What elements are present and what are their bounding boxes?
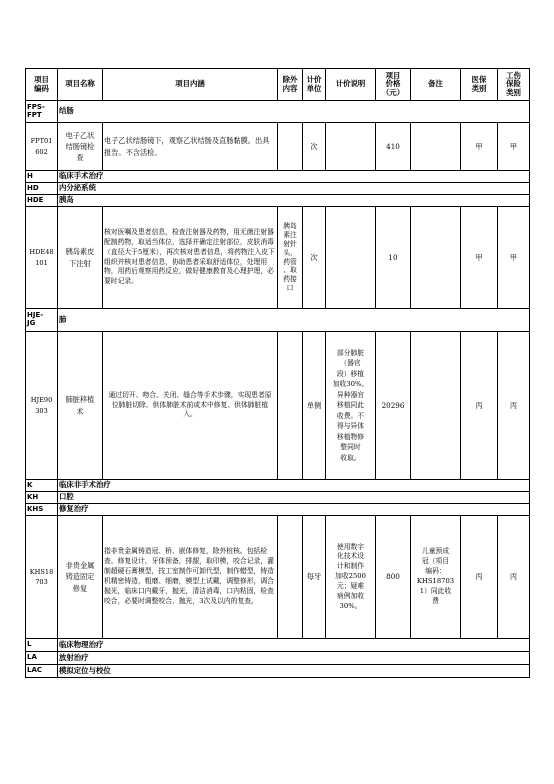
item-medical-class: 甲 (461, 123, 498, 171)
section-code: LAC (26, 665, 58, 678)
section-row (26, 665, 530, 678)
header-injury-class: 工伤 保险 类别 (498, 69, 530, 101)
table-row (26, 516, 530, 639)
header-unit: 计价 单位 (303, 69, 326, 101)
item-code: HJE90 303 (26, 332, 58, 480)
section-row (26, 639, 530, 652)
item-name: 胰岛素皮 下注射 (58, 207, 103, 309)
section-name: 修复治疗 (58, 504, 530, 516)
header-excluded: 除外 内容 (278, 69, 303, 101)
section-name: 模拟定位与校位 (58, 665, 530, 678)
section-name: 口腔 (58, 492, 530, 504)
section-code: H (26, 171, 58, 183)
section-name: 放射治疗 (58, 652, 530, 665)
item-medical-class: 丙 (461, 516, 498, 639)
section-row (26, 183, 530, 195)
item-pricing-note (326, 123, 376, 171)
section-name: 临床手术治疗 (58, 171, 530, 183)
header-name: 项目名称 (58, 69, 103, 101)
item-price: 20296 (376, 332, 411, 480)
item-price: 410 (376, 123, 411, 171)
section-name: 临床物理治疗 (58, 639, 530, 652)
item-remark (411, 332, 461, 480)
item-excluded (278, 516, 303, 639)
item-unit: 单侧 (303, 332, 326, 480)
header-content: 项目内涵 (103, 69, 278, 101)
header-code: 项目 编码 (26, 69, 58, 101)
section-row (26, 101, 530, 123)
item-medical-class: 丙 (461, 332, 498, 480)
section-code: L (26, 639, 58, 652)
item-pricing-note: 部分肺脏 （器官 段）移植 加收30%。 异种器官 移植同此 收费。不 得与异体 移植物修 整同时 收取。 (326, 332, 376, 480)
section-code: HD (26, 183, 58, 195)
item-unit: 每牙 (303, 516, 326, 639)
item-price: 10 (376, 207, 411, 309)
section-name: 结肠 (58, 101, 530, 123)
item-unit: 次 (303, 207, 326, 309)
item-excluded: 胰岛 素注 射针 头、 药管 、取 药接 口 (278, 207, 303, 309)
item-injury-class: 甲 (498, 123, 530, 171)
item-excluded (278, 123, 303, 171)
item-content: 电子乙状结肠镜下，观察乙状结肠及直肠黏膜。出具报告。不含活检。 (103, 123, 278, 171)
section-code: LA (26, 652, 58, 665)
item-pricing-note: 使用数字 化技术设 计和制作 加收2500 元；疑难 病例加收 30%。 (326, 516, 376, 639)
table-row (26, 332, 530, 480)
section-name: 肺 (58, 309, 530, 332)
section-code: FPS- FPT (26, 101, 58, 123)
item-injury-class: 甲 (498, 207, 530, 309)
table-header-row (26, 69, 530, 101)
section-row (26, 480, 530, 492)
item-content: 核对医嘱及患者信息，检查注射器及药物，用无菌注射器配制药物，取适当体位，选择并确定注射部位，皮肤消毒（直径大于5厘米），再次核对患者信息，将药物注入皮下组织并核对患者信息，协助患者采取舒适体位，处理用物，用药后观察用药反应，做好健康教育及心理护理，必要时记录。 (103, 207, 278, 309)
table-row (26, 207, 530, 309)
item-unit: 次 (303, 123, 326, 171)
fee-schedule-table (25, 68, 530, 678)
section-row (26, 171, 530, 183)
item-remark (411, 123, 461, 171)
table-row (26, 123, 530, 171)
section-name: 临床非手术治疗 (58, 480, 530, 492)
item-pricing-note (326, 207, 376, 309)
item-name: 电子乙状 结肠镜检 查 (58, 123, 103, 171)
header-remark: 备注 (411, 69, 461, 101)
section-row (26, 504, 530, 516)
item-code: FPT01 602 (26, 123, 58, 171)
item-name: 非贵金属 铸造固定 修复 (58, 516, 103, 639)
section-row (26, 195, 530, 207)
section-code: K (26, 480, 58, 492)
item-price: 800 (376, 516, 411, 639)
section-code: KH (26, 492, 58, 504)
item-code: KHS18 703 (26, 516, 58, 639)
item-excluded (278, 332, 303, 480)
section-name: 胰岛 (58, 195, 530, 207)
item-code: HDE48 101 (26, 207, 58, 309)
section-name: 内分泌系统 (58, 183, 530, 195)
section-row (26, 309, 530, 332)
section-code: HDE (26, 195, 58, 207)
section-row (26, 652, 530, 665)
header-price: 项目 价格 （元） (376, 69, 411, 101)
section-row (26, 492, 530, 504)
header-pricing-note: 计价说明 (326, 69, 376, 101)
item-name: 肺脏移植 术 (58, 332, 103, 480)
section-code: HJE- JG (26, 309, 58, 332)
item-medical-class: 甲 (461, 207, 498, 309)
item-content: 通过切开、吻合、关闭、缝合等手术步骤，实现患者原位肺脏切除、供体肺脏术前或术中修复、供体肺脏植入。 (103, 332, 278, 480)
header-medical-class: 医保 类别 (461, 69, 498, 101)
item-injury-class: 丙 (498, 516, 530, 639)
item-remark (411, 207, 461, 309)
item-remark: 儿童预成 冠（项目 编码： KHS18703 1）同此收 费 (411, 516, 461, 639)
item-content: 指非贵金属铸造冠、桥、嵌体修复，除外桩核。包括检查、修复设计，牙体预备，排龈，取印模，咬合记录，灌制超硬石膏模型，技工室制作可卸代型，制作蜡型，铸造机精密铸造，粗磨、细磨，模型上试戴，调整修形，调合抛光，临床口内戴牙，抛光，清洁消毒，口内粘固，检查咬合，必要时调整咬合、抛光，3次及以内的复查。 (103, 516, 278, 639)
section-code: KHS (26, 504, 58, 516)
item-injury-class: 丙 (498, 332, 530, 480)
